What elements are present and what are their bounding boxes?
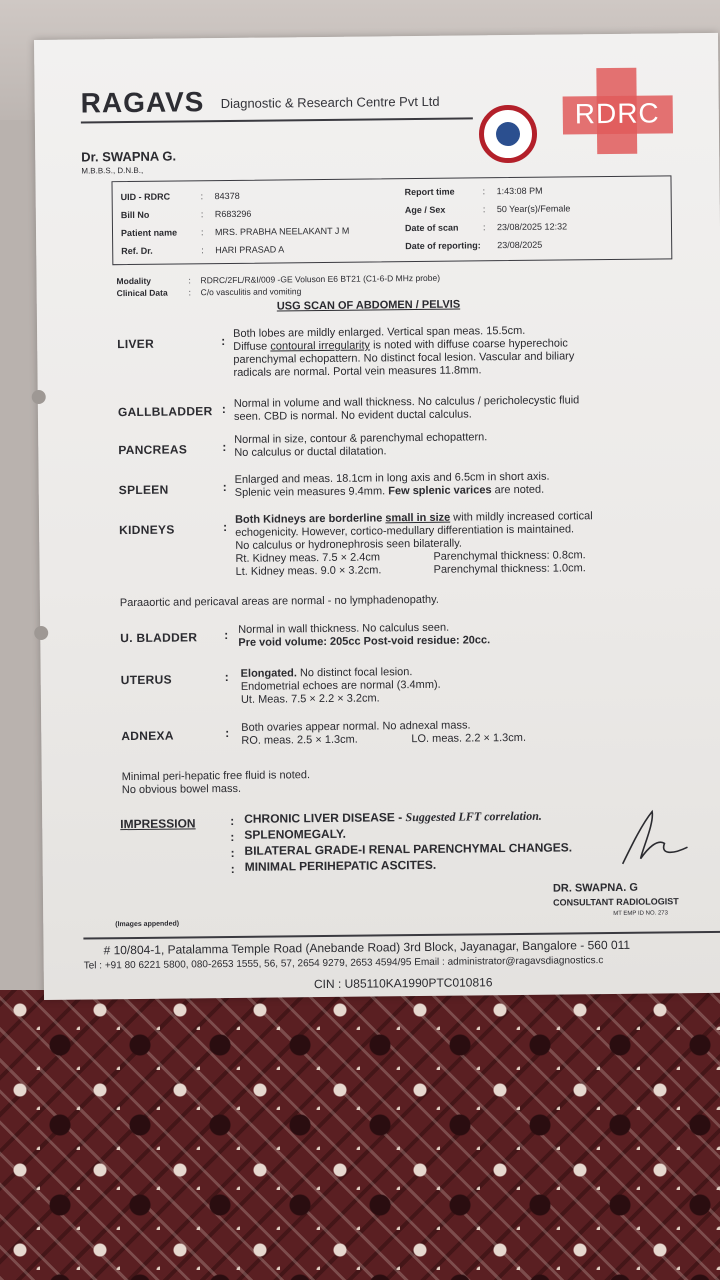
spleen-label: SPLEEN <box>118 482 169 498</box>
fabric-background <box>0 990 720 1280</box>
spleen-line-1: Enlarged and meas. 18.1cm in long axis and 6.5cm in short axis. <box>234 470 550 486</box>
impression-2: SPLENOMEGALY. <box>244 826 346 842</box>
logo-text: RDRC <box>574 97 660 130</box>
scan-date-value: 23/08/2025 12:32 <box>496 221 568 233</box>
modality-label: Modality <box>116 275 152 287</box>
uterus-line-1: Elongated. No distinct focal lesion. <box>240 666 413 680</box>
footer-contact: Tel : +91 80 6221 5800, 080-2653 1555, 56, 57, 2654 9279, 2653 4594/95 Email : administrator@ragavsdiagnostics.c <box>83 955 604 972</box>
scan-date-label: Date of scan <box>404 222 459 234</box>
liver-line-3: parenchymal echopattern. No distinct focal lesion. Vascular and biliary <box>233 350 575 366</box>
left-ovary-measure: LO. meas. 2.2 × 1.3cm. <box>411 731 527 746</box>
ref-value: HARI PRASAD A <box>215 244 285 256</box>
centre-name: Diagnostic & Research Centre Pvt Ltd <box>220 93 440 112</box>
patient-value: MRS. PRABHA NEELAKANT J M <box>214 225 350 238</box>
paraaortic-note: Paraaortic and pericaval areas are normal - no lymphadenopathy. <box>119 593 439 610</box>
kidneys-line-1: Both Kidneys are borderline small in size with mildly increased cortical <box>234 510 593 526</box>
gallbladder-line-1: Normal in volume and wall thickness. No calculus / pericholecystic fluid <box>233 394 580 410</box>
footer-cin: CIN : U85110KA1990PTC010816 <box>313 975 493 992</box>
impression-label: IMPRESSION <box>120 816 196 832</box>
signature-role: CONSULTANT RADIOLOGIST <box>553 896 679 908</box>
report-time-value: 1:43:08 PM <box>496 185 543 197</box>
footer-address: # 10/804-1, Patalamma Temple Road (Anebande Road) 3rd Block, Jayanagar, Bangalore - 560 011 <box>103 937 631 958</box>
patient-label: Patient name <box>120 227 178 239</box>
kidneys-label: KIDNEYS <box>119 522 175 538</box>
gallbladder-line-2: seen. CBD is normal. No evident ductal calculus. <box>233 408 472 423</box>
doctor-name: Dr. SWAPNA G. <box>81 148 177 165</box>
right-kidney-measure: Rt. Kidney meas. 7.5 × 2.4cm <box>235 551 381 565</box>
clinical-data-label: Clinical Data <box>116 287 168 299</box>
reporting-date-label: Date of reporting: <box>405 240 481 252</box>
bowel-note: No obvious bowel mass. <box>121 782 242 797</box>
seal-logo-icon <box>479 105 538 164</box>
kidneys-line-3: No calculus or hydronephrosis seen bilaterally. <box>235 537 462 552</box>
doctor-qualification: M.B.B.S., D.N.B., <box>81 165 144 176</box>
impression-1: CHRONIC LIVER DISEASE - Suggested LFT correlation. <box>244 808 542 826</box>
patient-info-box: UID - RDRC : 84378 Bill No : R683296 Patient name : MRS. PRABHA NEELAKANT J M Ref. Dr. : HARI PRASAD A Report time : 1:43:08 PM Age / Sex : 50 Year(s)/Female Date of scan : 23/08/2025 12:32 Date of reporting: 23/08/2025 <box>111 175 672 265</box>
bladder-line-1: Normal in wall thickness. No calculus seen. <box>238 621 450 636</box>
free-fluid-note: Minimal peri-hepatic free fluid is noted. <box>121 769 311 784</box>
liver-line-2: Diffuse contoural irregularity is noted with diffuse coarse hyperechoic <box>233 337 568 353</box>
uterus-line-2: Endometrial echoes are normal (3.4mm). <box>240 678 441 693</box>
punch-hole <box>32 390 46 404</box>
impression-4: MINIMAL PERIHEPATIC ASCITES. <box>244 857 437 874</box>
signature-scribble-icon <box>612 803 693 874</box>
rdrc-cross-logo <box>562 67 673 154</box>
liver-line-4: radicals are normal. Portal vein measures 11.8mm. <box>233 364 482 379</box>
left-kidney-measure: Lt. Kidney meas. 9.0 × 3.2cm. <box>235 564 382 578</box>
right-ovary-measure: RO. meas. 2.5 × 1.3cm. <box>241 733 358 747</box>
bladder-line-2: Pre void volume: 205cc Post-void residue: 20cc. <box>238 634 491 649</box>
age-label: Age / Sex <box>404 204 446 216</box>
bladder-label: U. BLADDER <box>120 630 198 646</box>
report-paper: RAGAVS Diagnostic & Research Centre Pvt Ltd RDRC Dr. SWAPNA G. M.B.B.S., D.N.B., UID - RDRC : 84378 Bill No : R683296 Patient name : MRS. PRABHA NEELAKANT J M Ref. Dr. : HARI PRASAD A Report time : 1:43:08 PM Age / Sex : 50 Year(s)/Female Date of scan : 23/08/2025 12:32 Date of reporting: 23/08/2025 Modality : RDRC/2FL/R&I/009 -GE Voluson E6 BT21 (C1-6-D MHz probe) Clinical Data : C/o vasculitis and vomiting USG SCAN OF ABDOMEN / PELVIS LIVER : Both lobes are mildly enlarged. Vertical span meas. 15.5cm. Diffuse contoural irregularity is noted with diffuse coarse hyperechoic parenchymal echopattern. No distinct focal lesion. Vascular and biliary radicals are normal. Portal vein measures 11.8mm. GALLBLADDER : Normal in volume and wall thickness. No calculus / pericholecystic fluid seen. CBD is normal. No evident ductal calculus. PANCREAS : Normal in size, contour & parenchymal echopattern. No calculus or ductal dilatation. SPLEEN : Enlarged and meas. 18.1cm in long axis and 6.5cm in short axis. Splenic vein measures 9.4mm. Few splenic varices are noted. KIDNEYS : Both Kidneys are borderline small in size with mildly increased cortical echogenicity. However, cortico-medullary differentiation is maintained. No calculus or hydronephrosis seen bilaterally. Rt. Kidney meas. 7.5 × 2.4cm Parenchymal thickness: 0.8cm. Lt. Kidney meas. 9.0 × 3.2cm. Parenchymal thickness: 1.0cm. Paraaortic and pericaval areas are normal - no lymphadenopathy. U. BLADDER : Normal in wall thickness. No calculus seen. Pre void volume: 205cc Post-void residue: 20cc. UTERUS : Elongated. No distinct focal lesion. Endometrial echoes are normal (3.4mm). Ut. Meas. 7.5 × 2.2 × 3.2cm. ADNEXA : Both ovaries appear normal. No adnexal mass. RO. meas. 2.5 × 1.3cm. LO. meas. 2.2 × 1.3cm. Minimal peri-hepatic free fluid is noted. No obvious bowel mass. IMPRESSION : CHRONIC LIVER DISEASE - Suggested LFT correlation. : SPLENOMEGALY. : BILATERAL GRADE-I RENAL PARENCHYMAL CHANGES. : MINIMAL PERIHEPATIC ASCITES. DR. SWAPNA. G CONSULTANT RADIOLOGIST MT EMP ID NO. 273 (Images appended) # 10/804-1, Patalamma Temple Road (Anebande Road) 3rd Block, Jayanagar, Bangalore - 560 011 Tel : +91 80 6221 5800, 080-2653 1555, 56, 57, 2654 9279, 2653 4594/95 Email : administrator@ragavsdiagnostics.c CIN : U85110KA1990PTC010816 <box>34 33 720 1000</box>
age-value: 50 Year(s)/Female <box>496 203 571 215</box>
bill-label: Bill No <box>120 209 150 221</box>
modality-value: RDRC/2FL/R&I/009 -GE Voluson E6 BT21 (C1-6-D MHz probe) <box>200 272 441 286</box>
right-kidney-parenchyma: Parenchymal thickness: 0.8cm. <box>433 549 586 563</box>
punch-hole <box>34 626 48 640</box>
uid-label: UID - RDRC <box>120 191 171 203</box>
pancreas-line-2: No calculus or ductal dilatation. <box>234 445 387 459</box>
images-appended-note: (Images appended) <box>115 920 180 929</box>
impression-3: BILATERAL GRADE-I RENAL PARENCHYMAL CHANGES. <box>244 840 573 858</box>
pancreas-line-1: Normal in size, contour & parenchymal echopattern. <box>234 431 488 446</box>
ref-label: Ref. Dr. <box>121 245 153 257</box>
report-time-label: Report time <box>404 186 455 198</box>
uterus-label: UTERUS <box>120 672 172 688</box>
uid-value: 84378 <box>214 190 240 202</box>
report-title: USG SCAN OF ABDOMEN / PELVIS <box>276 298 461 313</box>
signature-reg: MT EMP ID NO. 273 <box>613 910 669 917</box>
signature-name: DR. SWAPNA. G <box>552 881 638 895</box>
kidneys-line-2: echogenicity. However, cortico-medullary differentiation is maintained. <box>235 523 575 539</box>
reporting-date-value: 23/08/2025 <box>497 239 543 251</box>
bill-value: R683296 <box>214 208 252 220</box>
gallbladder-label: GALLBLADDER <box>117 404 213 420</box>
uterus-line-3: Ut. Meas. 7.5 × 2.2 × 3.2cm. <box>240 692 380 706</box>
liver-label: LIVER <box>117 336 155 352</box>
adnexa-line-1: Both ovaries appear normal. No adnexal mass. <box>241 719 471 734</box>
adnexa-label: ADNEXA <box>121 728 174 744</box>
pancreas-label: PANCREAS <box>118 442 188 458</box>
spleen-line-2: Splenic vein measures 9.4mm. Few splenic varices are noted. <box>234 483 545 499</box>
left-kidney-parenchyma: Parenchymal thickness: 1.0cm. <box>433 562 586 576</box>
liver-line-1: Both lobes are mildly enlarged. Vertical span meas. 15.5cm. <box>233 324 526 340</box>
brand-name: RAGAVS <box>80 86 205 119</box>
clinical-data-value: C/o vasculitis and vomiting <box>200 286 302 298</box>
